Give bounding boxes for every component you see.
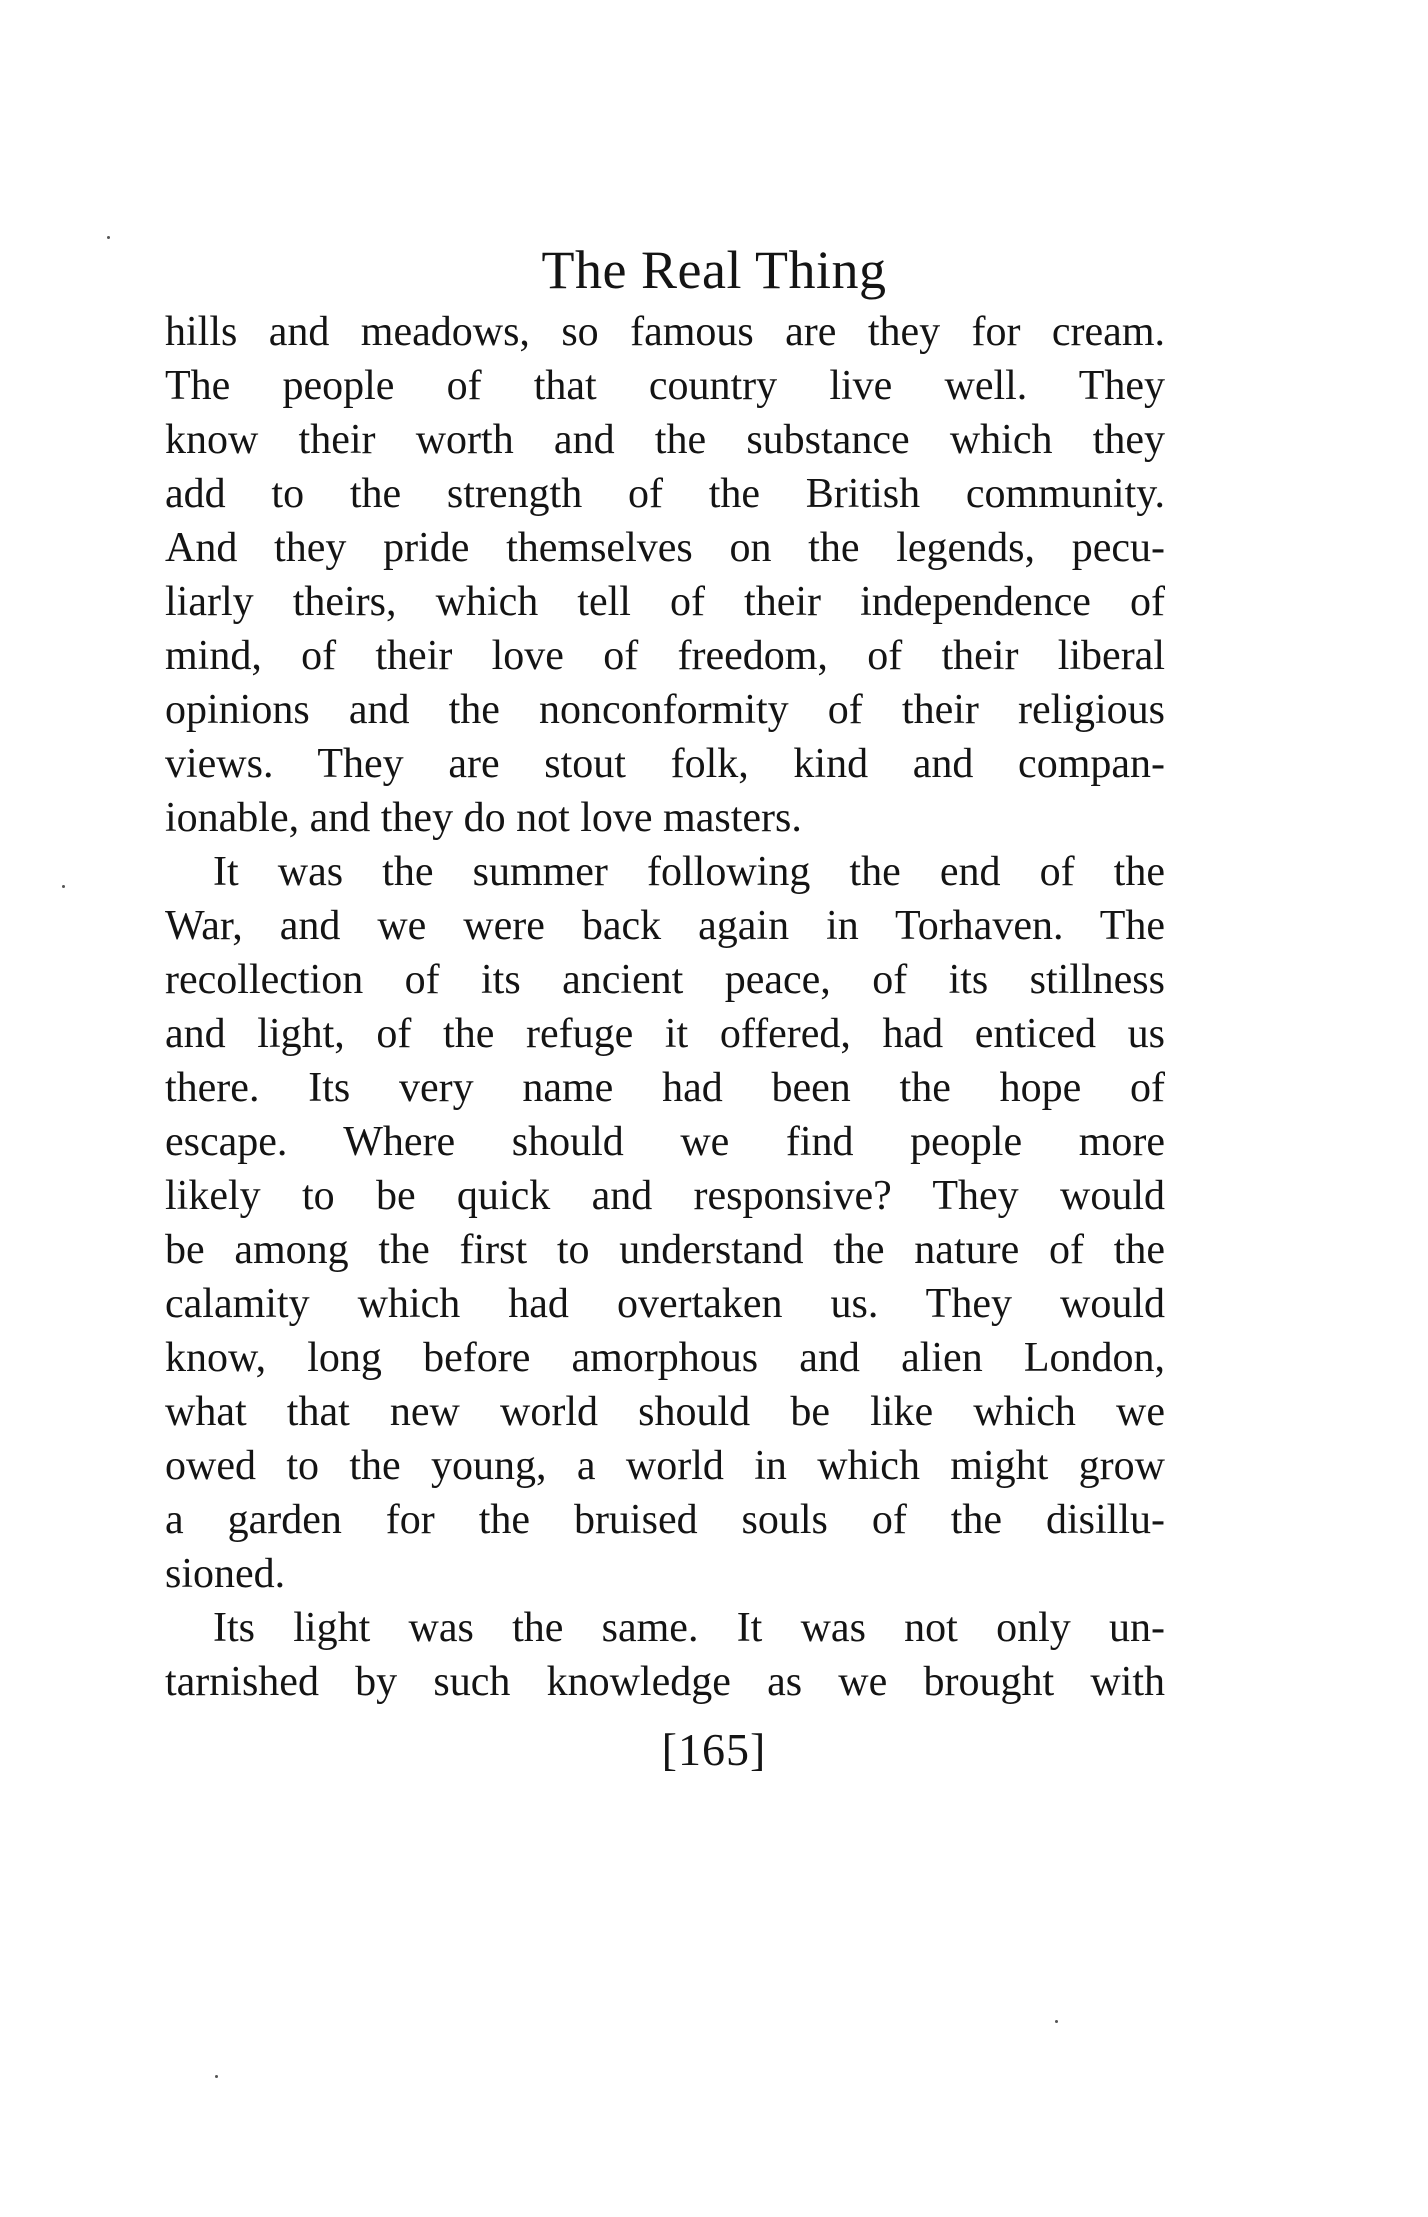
- text-line: hills and meadows, so famous are they for cream.: [165, 309, 1165, 355]
- text-line: what that new world should be like which we: [165, 1389, 1165, 1435]
- text-line: liarly theirs, which tell of their independence of: [165, 579, 1165, 625]
- print-speck: [215, 2075, 218, 2078]
- text-line: there. Its very name had been the hope of: [165, 1065, 1165, 1111]
- print-speck: [1055, 2020, 1058, 2023]
- text-line: know their worth and the substance which they: [165, 417, 1165, 463]
- text-line: mind, of their love of freedom, of their liberal: [165, 633, 1165, 679]
- text-line: be among the first to understand the nature of the: [165, 1227, 1165, 1273]
- text-line: It was the summer following the end of the: [213, 849, 1165, 895]
- text-line: and light, of the refuge it offered, had enticed us: [165, 1011, 1165, 1057]
- text-line: ionable, and they do not love masters.: [165, 795, 802, 841]
- page-number: [165]: [661, 1724, 767, 1775]
- print-speck: [62, 885, 65, 888]
- print-speck: [107, 236, 110, 239]
- text-line: escape. Where should we find people more: [165, 1119, 1165, 1165]
- text-line: add to the strength of the British community.: [165, 471, 1165, 517]
- text-line: opinions and the nonconformity of their religious: [165, 687, 1165, 733]
- text-line: know, long before amorphous and alien London,: [165, 1335, 1165, 1381]
- text-line: And they pride themselves on the legends, pecu-: [165, 525, 1165, 571]
- text-line: views. They are stout folk, kind and compan-: [165, 741, 1165, 787]
- text-line: sioned.: [165, 1551, 286, 1597]
- text-line: a garden for the bruised souls of the disillu-: [165, 1497, 1165, 1543]
- body-text: [165, 305, 1165, 1709]
- running-title: The Real Thing: [541, 240, 887, 300]
- text-line: calamity which had overtaken us. They would: [165, 1281, 1165, 1327]
- text-line: owed to the young, a world in which might grow: [165, 1443, 1165, 1489]
- text-line: recollection of its ancient peace, of its stillness: [165, 957, 1165, 1003]
- text-line: War, and we were back again in Torhaven. The: [165, 903, 1165, 949]
- text-line: likely to be quick and responsive? They would: [165, 1173, 1165, 1219]
- text-line: Its light was the same. It was not only un-: [213, 1605, 1165, 1651]
- text-line: tarnished by such knowledge as we brought with: [165, 1659, 1165, 1705]
- text-line: The people of that country live well. They: [165, 363, 1165, 409]
